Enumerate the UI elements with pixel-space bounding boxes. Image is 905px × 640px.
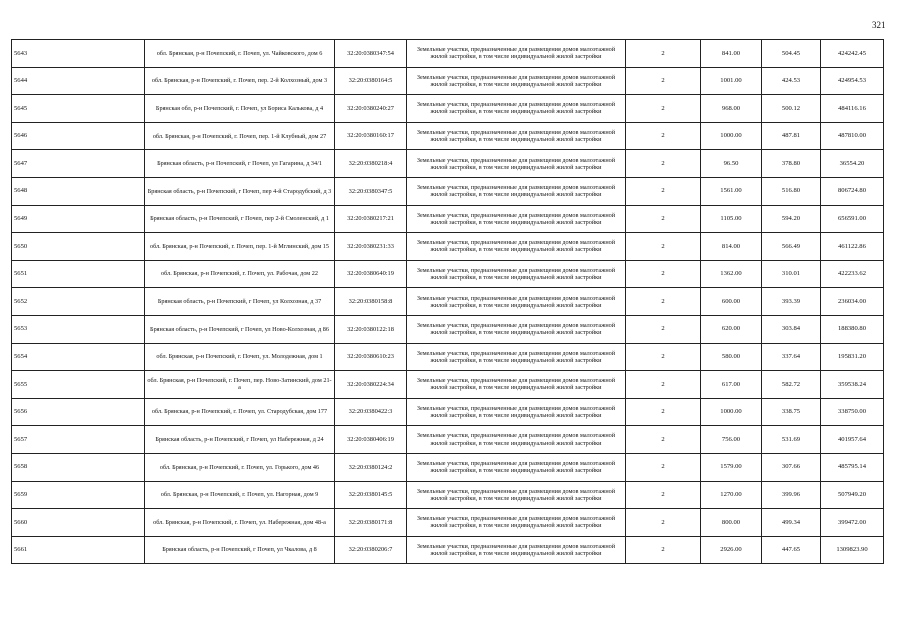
cadastral-value-cell: 806724.80 <box>821 177 884 205</box>
row-number-cell: 5659 <box>12 481 145 509</box>
address-cell: Брянская область, р-н Почепский, г Почеп, пер 2-й Смоленский, д 1 <box>145 205 335 233</box>
specific-value-cell: 424.53 <box>762 67 821 95</box>
address-cell: обл. Брянская, р-н Почепский, г. Почеп, ул. Рабочая, дом 22 <box>145 260 335 288</box>
table-row <box>12 343 884 371</box>
specific-value-cell: 499.34 <box>762 509 821 537</box>
address-cell: Брянская обл, р-н Почепский, г. Почеп, ул Бориса Калькова, д 4 <box>145 95 335 123</box>
cadastral-value-cell: 1309823.90 <box>821 536 884 564</box>
group-number-cell: 2 <box>626 177 701 205</box>
table-row <box>12 233 884 261</box>
address-cell: обл. Брянская, р-н Почепский, г. Почеп, ул. Горького, дом 46 <box>145 453 335 481</box>
address-cell: Брянская область, р-н Почепский, г Почеп, ул Чкалова, д 8 <box>145 536 335 564</box>
table-row <box>12 398 884 426</box>
row-number-cell: 5647 <box>12 150 145 178</box>
address-cell: Брянская область, р-н Почепский, г Почеп, ул Колхозная, д 37 <box>145 288 335 316</box>
cadastral-number-cell: 32:20:0380610:23 <box>335 343 407 371</box>
cadastral-number-cell: 32:20:0380171:8 <box>335 509 407 537</box>
row-number-cell: 5646 <box>12 122 145 150</box>
area-cell: 96.50 <box>701 150 762 178</box>
table-body <box>12 40 884 564</box>
area-cell: 968.00 <box>701 95 762 123</box>
table-row <box>12 40 884 68</box>
address-cell: Брянская область, р-н Почепский, г Почеп, пер 4-й Стародубский, д 3 <box>145 177 335 205</box>
row-number-cell: 5644 <box>12 67 145 95</box>
cadastral-value-cell: 487810.00 <box>821 122 884 150</box>
specific-value-cell: 516.80 <box>762 177 821 205</box>
cadastral-number-cell: 32:20:0380640:19 <box>335 260 407 288</box>
table-row <box>12 122 884 150</box>
group-number-cell: 2 <box>626 509 701 537</box>
group-number-cell: 2 <box>626 40 701 68</box>
permitted-use-cell: Земельные участки, предназначенные для размещения домов малоэтажной жилой застройки, в том числе индивидуальной жилой застройки <box>407 205 626 233</box>
cadastral-value-cell: 401957.64 <box>821 426 884 454</box>
cadastral-value-cell: 484116.16 <box>821 95 884 123</box>
permitted-use-cell: Земельные участки, предназначенные для размещения домов малоэтажной жилой застройки, в том числе индивидуальной жилой застройки <box>407 481 626 509</box>
area-cell: 617.00 <box>701 371 762 399</box>
cadastral-number-cell: 32:20:0380122:18 <box>335 315 407 343</box>
area-cell: 1579.00 <box>701 453 762 481</box>
group-number-cell: 2 <box>626 315 701 343</box>
group-number-cell: 2 <box>626 453 701 481</box>
row-number-cell: 5660 <box>12 509 145 537</box>
row-number-cell: 5645 <box>12 95 145 123</box>
cadastral-value-cell: 195831.20 <box>821 343 884 371</box>
permitted-use-cell: Земельные участки, предназначенные для размещения домов малоэтажной жилой застройки, в том числе индивидуальной жилой застройки <box>407 426 626 454</box>
area-cell: 580.00 <box>701 343 762 371</box>
address-cell: обл. Брянская, р-н Почепский, г. Почеп, ул. Стародубская, дом 177 <box>145 398 335 426</box>
address-cell: обл. Брянская, р-н Почепский, г. Почеп, пер. 1-й Клубный, дом 27 <box>145 122 335 150</box>
specific-value-cell: 338.75 <box>762 398 821 426</box>
cadastral-number-cell: 32:20:0380224:34 <box>335 371 407 399</box>
land-registry-table <box>11 39 884 564</box>
group-number-cell: 2 <box>626 67 701 95</box>
cadastral-number-cell: 32:20:0380406:19 <box>335 426 407 454</box>
group-number-cell: 2 <box>626 288 701 316</box>
cadastral-number-cell: 32:20:0380164:5 <box>335 67 407 95</box>
row-number-cell: 5648 <box>12 177 145 205</box>
cadastral-number-cell: 32:20:0380160:17 <box>335 122 407 150</box>
table-row <box>12 315 884 343</box>
area-cell: 1000.00 <box>701 398 762 426</box>
address-cell: обл. Брянская, р-н Почепский, г. Почеп, ул. Набережная, дом 48-а <box>145 509 335 537</box>
group-number-cell: 2 <box>626 122 701 150</box>
group-number-cell: 2 <box>626 398 701 426</box>
area-cell: 1105.00 <box>701 205 762 233</box>
row-number-cell: 5650 <box>12 233 145 261</box>
address-cell: Брянская область, р-н Почепский, г Почеп, ул Ново-Колхозная, д 86 <box>145 315 335 343</box>
table-row <box>12 426 884 454</box>
cadastral-value-cell: 424242.45 <box>821 40 884 68</box>
area-cell: 841.00 <box>701 40 762 68</box>
group-number-cell: 2 <box>626 371 701 399</box>
area-cell: 756.00 <box>701 426 762 454</box>
cadastral-number-cell: 32:20:0380217:21 <box>335 205 407 233</box>
specific-value-cell: 582.72 <box>762 371 821 399</box>
group-number-cell: 2 <box>626 426 701 454</box>
cadastral-number-cell: 32:20:0380206:7 <box>335 536 407 564</box>
permitted-use-cell: Земельные участки, предназначенные для размещения домов малоэтажной жилой застройки, в том числе индивидуальной жилой застройки <box>407 509 626 537</box>
group-number-cell: 2 <box>626 95 701 123</box>
cadastral-number-cell: 32:20:0380158:8 <box>335 288 407 316</box>
group-number-cell: 2 <box>626 536 701 564</box>
row-number-cell: 5657 <box>12 426 145 454</box>
cadastral-value-cell: 338750.00 <box>821 398 884 426</box>
row-number-cell: 5656 <box>12 398 145 426</box>
row-number-cell: 5652 <box>12 288 145 316</box>
group-number-cell: 2 <box>626 150 701 178</box>
address-cell: обл. Брянская, р-н Почепский, г. Почеп, пер. 1-й Мглинский, дом 15 <box>145 233 335 261</box>
specific-value-cell: 310.01 <box>762 260 821 288</box>
area-cell: 1001.00 <box>701 67 762 95</box>
area-cell: 1000.00 <box>701 122 762 150</box>
specific-value-cell: 447.65 <box>762 536 821 564</box>
row-number-cell: 5643 <box>12 40 145 68</box>
table-row <box>12 453 884 481</box>
cadastral-number-cell: 32:20:0380347:5 <box>335 177 407 205</box>
permitted-use-cell: Земельные участки, предназначенные для размещения домов малоэтажной жилой застройки, в том числе индивидуальной жилой застройки <box>407 177 626 205</box>
cadastral-value-cell: 656591.00 <box>821 205 884 233</box>
cadastral-number-cell: 32:20:0380218:4 <box>335 150 407 178</box>
specific-value-cell: 393.39 <box>762 288 821 316</box>
cadastral-value-cell: 507949.20 <box>821 481 884 509</box>
row-number-cell: 5651 <box>12 260 145 288</box>
group-number-cell: 2 <box>626 260 701 288</box>
permitted-use-cell: Земельные участки, предназначенные для размещения домов малоэтажной жилой застройки, в том числе индивидуальной жилой застройки <box>407 40 626 68</box>
table-row <box>12 509 884 537</box>
row-number-cell: 5661 <box>12 536 145 564</box>
specific-value-cell: 531.69 <box>762 426 821 454</box>
group-number-cell: 2 <box>626 205 701 233</box>
specific-value-cell: 566.49 <box>762 233 821 261</box>
area-cell: 800.00 <box>701 509 762 537</box>
address-cell: обл. Брянская, р-н Почепский, г. Почеп, ул. Чайковского, дом 6 <box>145 40 335 68</box>
cadastral-number-cell: 32:20:0380124:2 <box>335 453 407 481</box>
permitted-use-cell: Земельные участки, предназначенные для размещения домов малоэтажной жилой застройки, в том числе индивидуальной жилой застройки <box>407 260 626 288</box>
specific-value-cell: 307.66 <box>762 453 821 481</box>
table-row <box>12 536 884 564</box>
permitted-use-cell: Земельные участки, предназначенные для размещения домов малоэтажной жилой застройки, в том числе индивидуальной жилой застройки <box>407 398 626 426</box>
area-cell: 600.00 <box>701 288 762 316</box>
area-cell: 1561.00 <box>701 177 762 205</box>
permitted-use-cell: Земельные участки, предназначенные для размещения домов малоэтажной жилой застройки, в том числе индивидуальной жилой застройки <box>407 150 626 178</box>
permitted-use-cell: Земельные участки, предназначенные для размещения домов малоэтажной жилой застройки, в том числе индивидуальной жилой застройки <box>407 288 626 316</box>
area-cell: 1362.00 <box>701 260 762 288</box>
row-number-cell: 5649 <box>12 205 145 233</box>
row-number-cell: 5653 <box>12 315 145 343</box>
address-cell: обл. Брянская, р-н Почепский, г. Почеп, пер. 2-й Колхозный, дом 3 <box>145 67 335 95</box>
cadastral-value-cell: 485795.14 <box>821 453 884 481</box>
cadastral-number-cell: 32:20:0380240:27 <box>335 95 407 123</box>
cadastral-value-cell: 424954.53 <box>821 67 884 95</box>
group-number-cell: 2 <box>626 233 701 261</box>
cadastral-value-cell: 236034.00 <box>821 288 884 316</box>
address-cell: обл. Брянская, р-н Почепский, г. Почеп, пер. Ново-Затинский, дом 21-а <box>145 371 335 399</box>
permitted-use-cell: Земельные участки, предназначенные для размещения домов малоэтажной жилой застройки, в том числе индивидуальной жилой застройки <box>407 67 626 95</box>
permitted-use-cell: Земельные участки, предназначенные для размещения домов малоэтажной жилой застройки, в том числе индивидуальной жилой застройки <box>407 95 626 123</box>
table-row <box>12 481 884 509</box>
table-row <box>12 288 884 316</box>
table-row <box>12 260 884 288</box>
group-number-cell: 2 <box>626 481 701 509</box>
permitted-use-cell: Земельные участки, предназначенные для размещения домов малоэтажной жилой застройки, в том числе индивидуальной жилой застройки <box>407 453 626 481</box>
group-number-cell: 2 <box>626 343 701 371</box>
cadastral-value-cell: 36554.20 <box>821 150 884 178</box>
cadastral-value-cell: 359538.24 <box>821 371 884 399</box>
permitted-use-cell: Земельные участки, предназначенные для размещения домов малоэтажной жилой застройки, в том числе индивидуальной жилой застройки <box>407 343 626 371</box>
specific-value-cell: 594.20 <box>762 205 821 233</box>
permitted-use-cell: Земельные участки, предназначенные для размещения домов малоэтажной жилой застройки, в том числе индивидуальной жилой застройки <box>407 536 626 564</box>
area-cell: 814.00 <box>701 233 762 261</box>
row-number-cell: 5655 <box>12 371 145 399</box>
area-cell: 2926.00 <box>701 536 762 564</box>
table-row <box>12 67 884 95</box>
address-cell: обл. Брянская, р-н Почепский, г. Почеп, ул. Нагорная, дом 9 <box>145 481 335 509</box>
specific-value-cell: 337.64 <box>762 343 821 371</box>
table-row <box>12 150 884 178</box>
permitted-use-cell: Земельные участки, предназначенные для размещения домов малоэтажной жилой застройки, в том числе индивидуальной жилой застройки <box>407 315 626 343</box>
cadastral-value-cell: 461122.86 <box>821 233 884 261</box>
cadastral-value-cell: 399472.00 <box>821 509 884 537</box>
area-cell: 620.00 <box>701 315 762 343</box>
address-cell: Брянская область, р-н Почепский, г Почеп, ул Гагарина, д 34/1 <box>145 150 335 178</box>
cadastral-value-cell: 188380.80 <box>821 315 884 343</box>
address-cell: обл. Брянская, р-н Почепский, г. Почеп, ул. Молодежная, дом 1 <box>145 343 335 371</box>
specific-value-cell: 504.45 <box>762 40 821 68</box>
table-row <box>12 371 884 399</box>
cadastral-value-cell: 422233.62 <box>821 260 884 288</box>
page-number: 321 <box>872 20 886 30</box>
table-row <box>12 177 884 205</box>
cadastral-number-cell: 32:20:0380422:3 <box>335 398 407 426</box>
specific-value-cell: 399.96 <box>762 481 821 509</box>
row-number-cell: 5654 <box>12 343 145 371</box>
table-row <box>12 205 884 233</box>
permitted-use-cell: Земельные участки, предназначенные для размещения домов малоэтажной жилой застройки, в том числе индивидуальной жилой застройки <box>407 122 626 150</box>
address-cell: Брянская область, р-н Почепский, г Почеп, ул Набережная, д 24 <box>145 426 335 454</box>
cadastral-number-cell: 32:20:0380145:5 <box>335 481 407 509</box>
specific-value-cell: 378.80 <box>762 150 821 178</box>
permitted-use-cell: Земельные участки, предназначенные для размещения домов малоэтажной жилой застройки, в том числе индивидуальной жилой застройки <box>407 371 626 399</box>
area-cell: 1270.00 <box>701 481 762 509</box>
specific-value-cell: 303.84 <box>762 315 821 343</box>
specific-value-cell: 487.81 <box>762 122 821 150</box>
specific-value-cell: 500.12 <box>762 95 821 123</box>
row-number-cell: 5658 <box>12 453 145 481</box>
permitted-use-cell: Земельные участки, предназначенные для размещения домов малоэтажной жилой застройки, в том числе индивидуальной жилой застройки <box>407 233 626 261</box>
table-row <box>12 95 884 123</box>
cadastral-number-cell: 32:20:0380231:33 <box>335 233 407 261</box>
cadastral-number-cell: 32:20:0380347:54 <box>335 40 407 68</box>
